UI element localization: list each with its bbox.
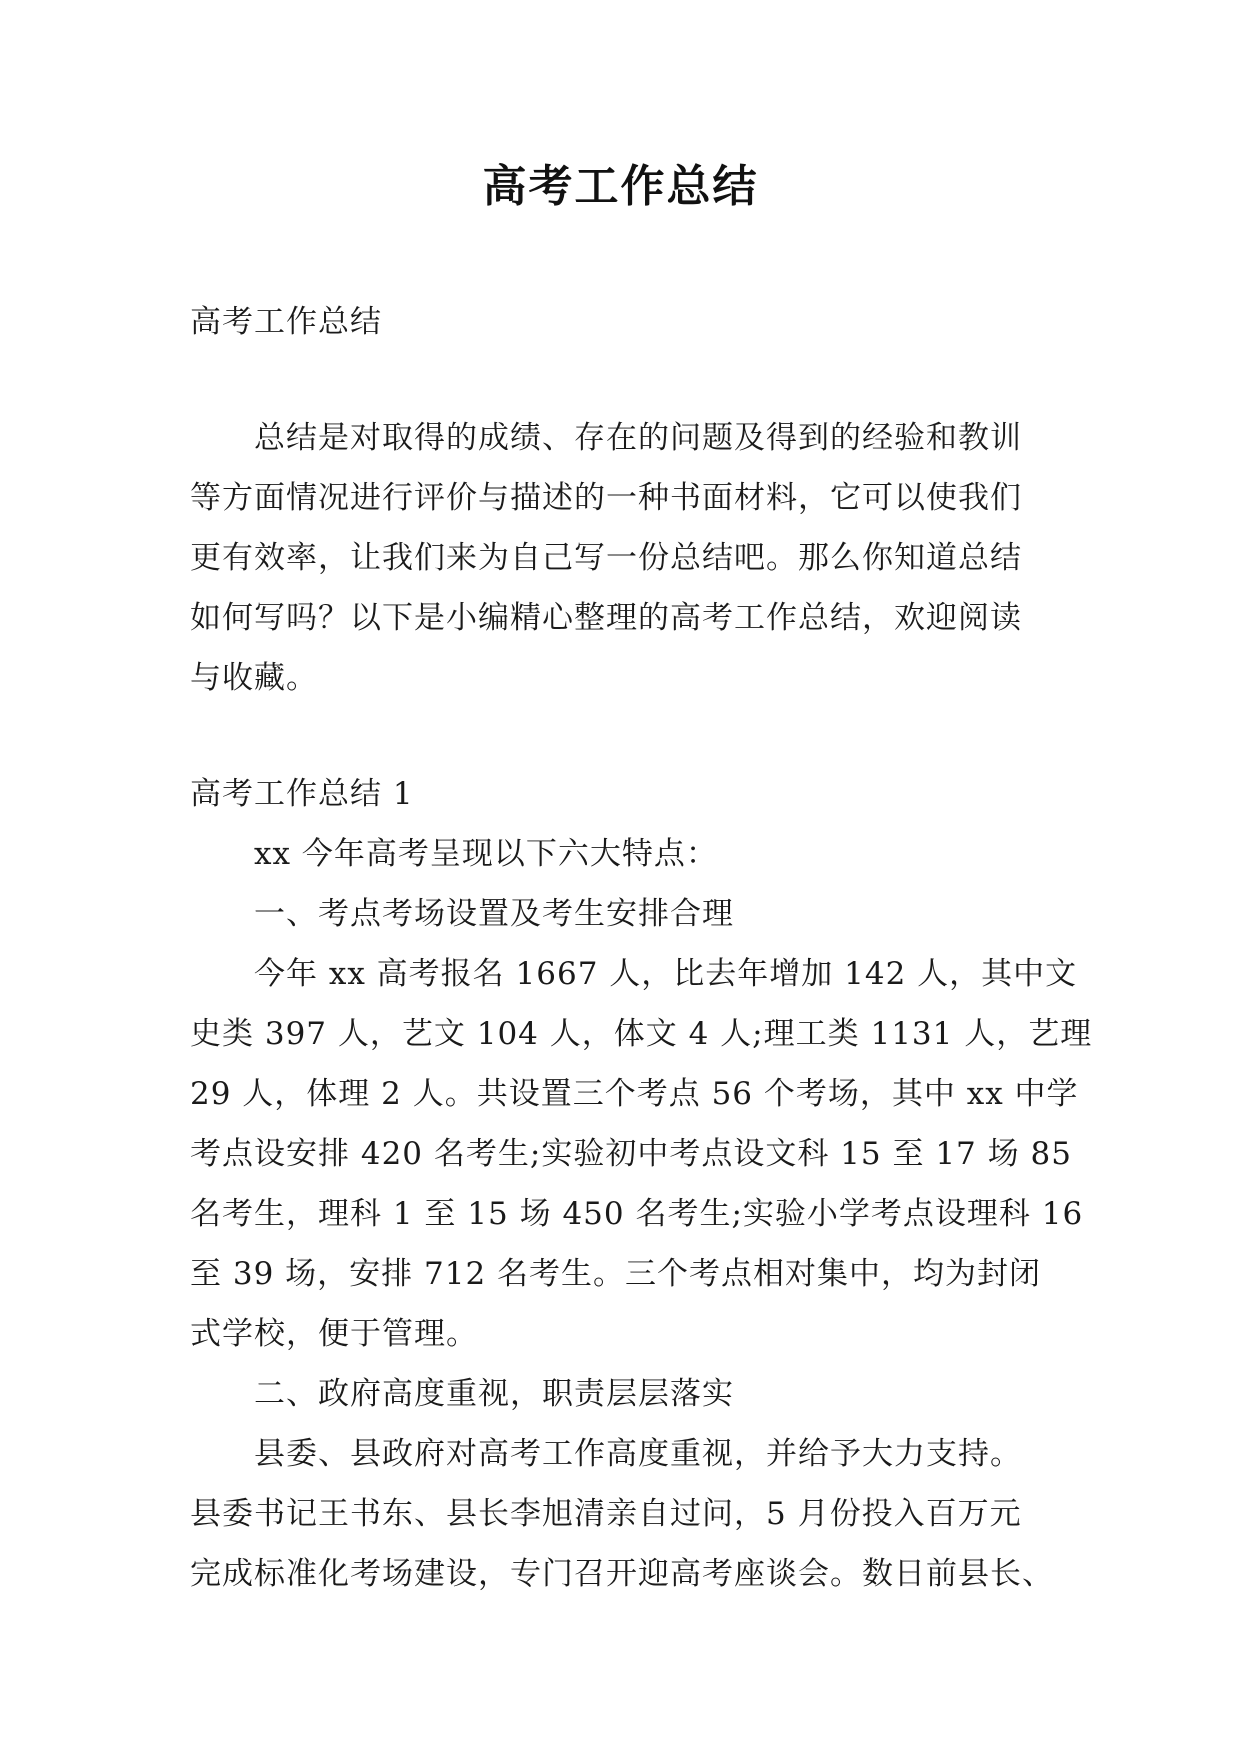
point-line: 史类 397 人，艺文 104 人，体文 4 人;理工类 1131 人，艺理 xyxy=(190,1016,1093,1052)
point-line: 29 人，体理 2 人。共设置三个考点 56 个考场，其中 xx 中学 xyxy=(190,1076,1079,1112)
intro-line: 如何写吗？以下是小编精心整理的高考工作总结，欢迎阅读 xyxy=(190,600,1022,636)
document-title: 高考工作总结 xyxy=(482,161,759,212)
point-line: 式学校，便于管理。 xyxy=(190,1316,478,1352)
point-line: 县委书记王书东、县长李旭清亲自过问，5 月份投入百万元 xyxy=(190,1496,1022,1532)
lead-paragraph: xx 今年高考呈现以下六大特点： xyxy=(254,836,718,872)
section-heading: 高考工作总结 1 xyxy=(190,776,414,812)
point-heading: 二、政府高度重视，职责层层落实 xyxy=(254,1376,734,1412)
intro-line: 等方面情况进行评价与描述的一种书面材料，它可以使我们 xyxy=(190,480,1022,516)
intro-line: 更有效率，让我们来为自己写一份总结吧。那么你知道总结 xyxy=(190,540,1022,576)
intro-line: 总结是对取得的成绩、存在的问题及得到的经验和教训 xyxy=(254,420,1022,456)
point-line: 至 39 场，安排 712 名考生。三个考点相对集中，均为封闭 xyxy=(190,1256,1042,1292)
document-subtitle: 高考工作总结 xyxy=(190,304,382,340)
point-line: 考点设安排 420 名考生;实验初中考点设文科 15 至 17 场 85 xyxy=(190,1136,1072,1172)
spacer xyxy=(190,708,1070,764)
document-body xyxy=(190,292,1093,1604)
point-line: 今年 xx 高考报名 1667 人，比去年增加 142 人，其中文 xyxy=(254,956,1078,992)
spacer xyxy=(190,352,1070,408)
intro-line: 与收藏。 xyxy=(190,660,318,696)
point-line: 名考生，理科 1 至 15 场 450 名考生;实验小学考点设理科 16 xyxy=(190,1196,1084,1232)
point-line: 县委、县政府对高考工作高度重视，并给予大力支持。 xyxy=(254,1436,1022,1472)
point-line: 完成标准化考场建设，专门召开迎高考座谈会。数日前县长、 xyxy=(190,1556,1054,1592)
point-heading: 一、考点考场设置及考生安排合理 xyxy=(254,896,734,932)
